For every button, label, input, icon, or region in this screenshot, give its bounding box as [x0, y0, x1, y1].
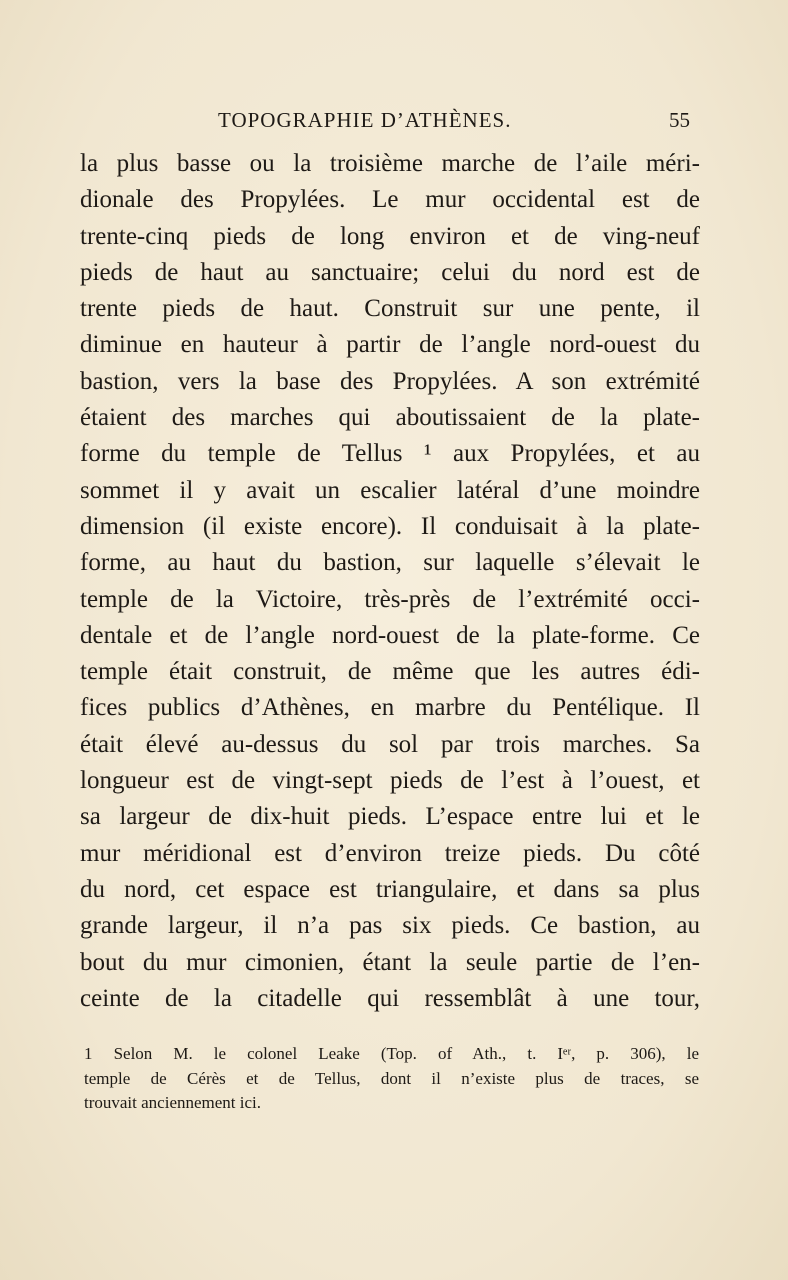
- footnote-line: trouvait anciennement ici.: [84, 1093, 262, 1112]
- text-line: temple était construit, de même que les autres édi-: [80, 658, 700, 686]
- running-title: TOPOGRAPHIE D’ATHÈNES.: [218, 108, 512, 132]
- text-line: sommet il y avait un escalier latéral d’une moindre: [80, 476, 700, 504]
- text-line: ceinte de la citadelle qui ressemblât à une tour,: [80, 984, 700, 1012]
- text-line: du nord, cet espace est triangulaire, et dans sa plus: [80, 875, 700, 903]
- text-line: longueur est de vingt-sept pieds de l’est à l’ouest, et: [80, 767, 700, 795]
- text-line: étaient des marches qui aboutissaient de la plate-: [80, 404, 700, 432]
- text-line: dentale et de l’angle nord-ouest de la plate-forme. Ce: [80, 621, 700, 649]
- text-line: forme du temple de Tellus ¹ aux Propylées, et au: [80, 440, 700, 468]
- text-line: forme, au haut du bastion, sur laquelle s’élevait le: [80, 549, 700, 577]
- footnote-line: 1 Selon M. le colonel Leake (Top. of Ath., t. Iᵉʳ, p. 306), le: [84, 1044, 699, 1063]
- text-line: la plus basse ou la troisième marche de l’aile méri-: [80, 150, 700, 177]
- page-header: [80, 108, 690, 140]
- text-line: fices publics d’Athènes, en marbre du Pentélique. Il: [80, 694, 700, 722]
- text-line: dimension (il existe encore). Il conduisait à la plate-: [80, 512, 700, 540]
- text-line: pieds de haut au sanctuaire; celui du nord est de: [80, 258, 700, 286]
- text-line: trente pieds de haut. Construit sur une pente, il: [80, 295, 700, 323]
- text-line: trente-cinq pieds de long environ et de ving-neuf: [80, 222, 700, 250]
- page-number: 55: [669, 108, 690, 132]
- footnote-line: temple de Cérès et de Tellus, dont il n’existe plus de traces, se: [84, 1068, 699, 1088]
- text-line: dionale des Propylées. Le mur occidental est de: [80, 186, 700, 214]
- text-line: grande largeur, il n’a pas six pieds. Ce bastion, au: [80, 912, 700, 940]
- text-line: temple de la Victoire, très-près de l’extrémité occi-: [80, 585, 700, 613]
- text-line: bout du mur cimonien, étant la seule partie de l’en-: [80, 948, 700, 976]
- text-line: était élevé au-dessus du sol par trois marches. Sa: [80, 730, 700, 758]
- text-line: bastion, vers la base des Propylées. A son extrémité: [80, 367, 700, 395]
- text-line: sa largeur de dix-huit pieds. L’espace entre lui et le: [80, 803, 700, 831]
- text-line: mur méridional est d’environ treize pieds. Du côté: [80, 839, 700, 867]
- body-text: [80, 146, 700, 1017]
- footnote: [84, 1042, 699, 1116]
- text-line: diminue en hauteur à partir de l’angle nord-ouest du: [80, 331, 700, 359]
